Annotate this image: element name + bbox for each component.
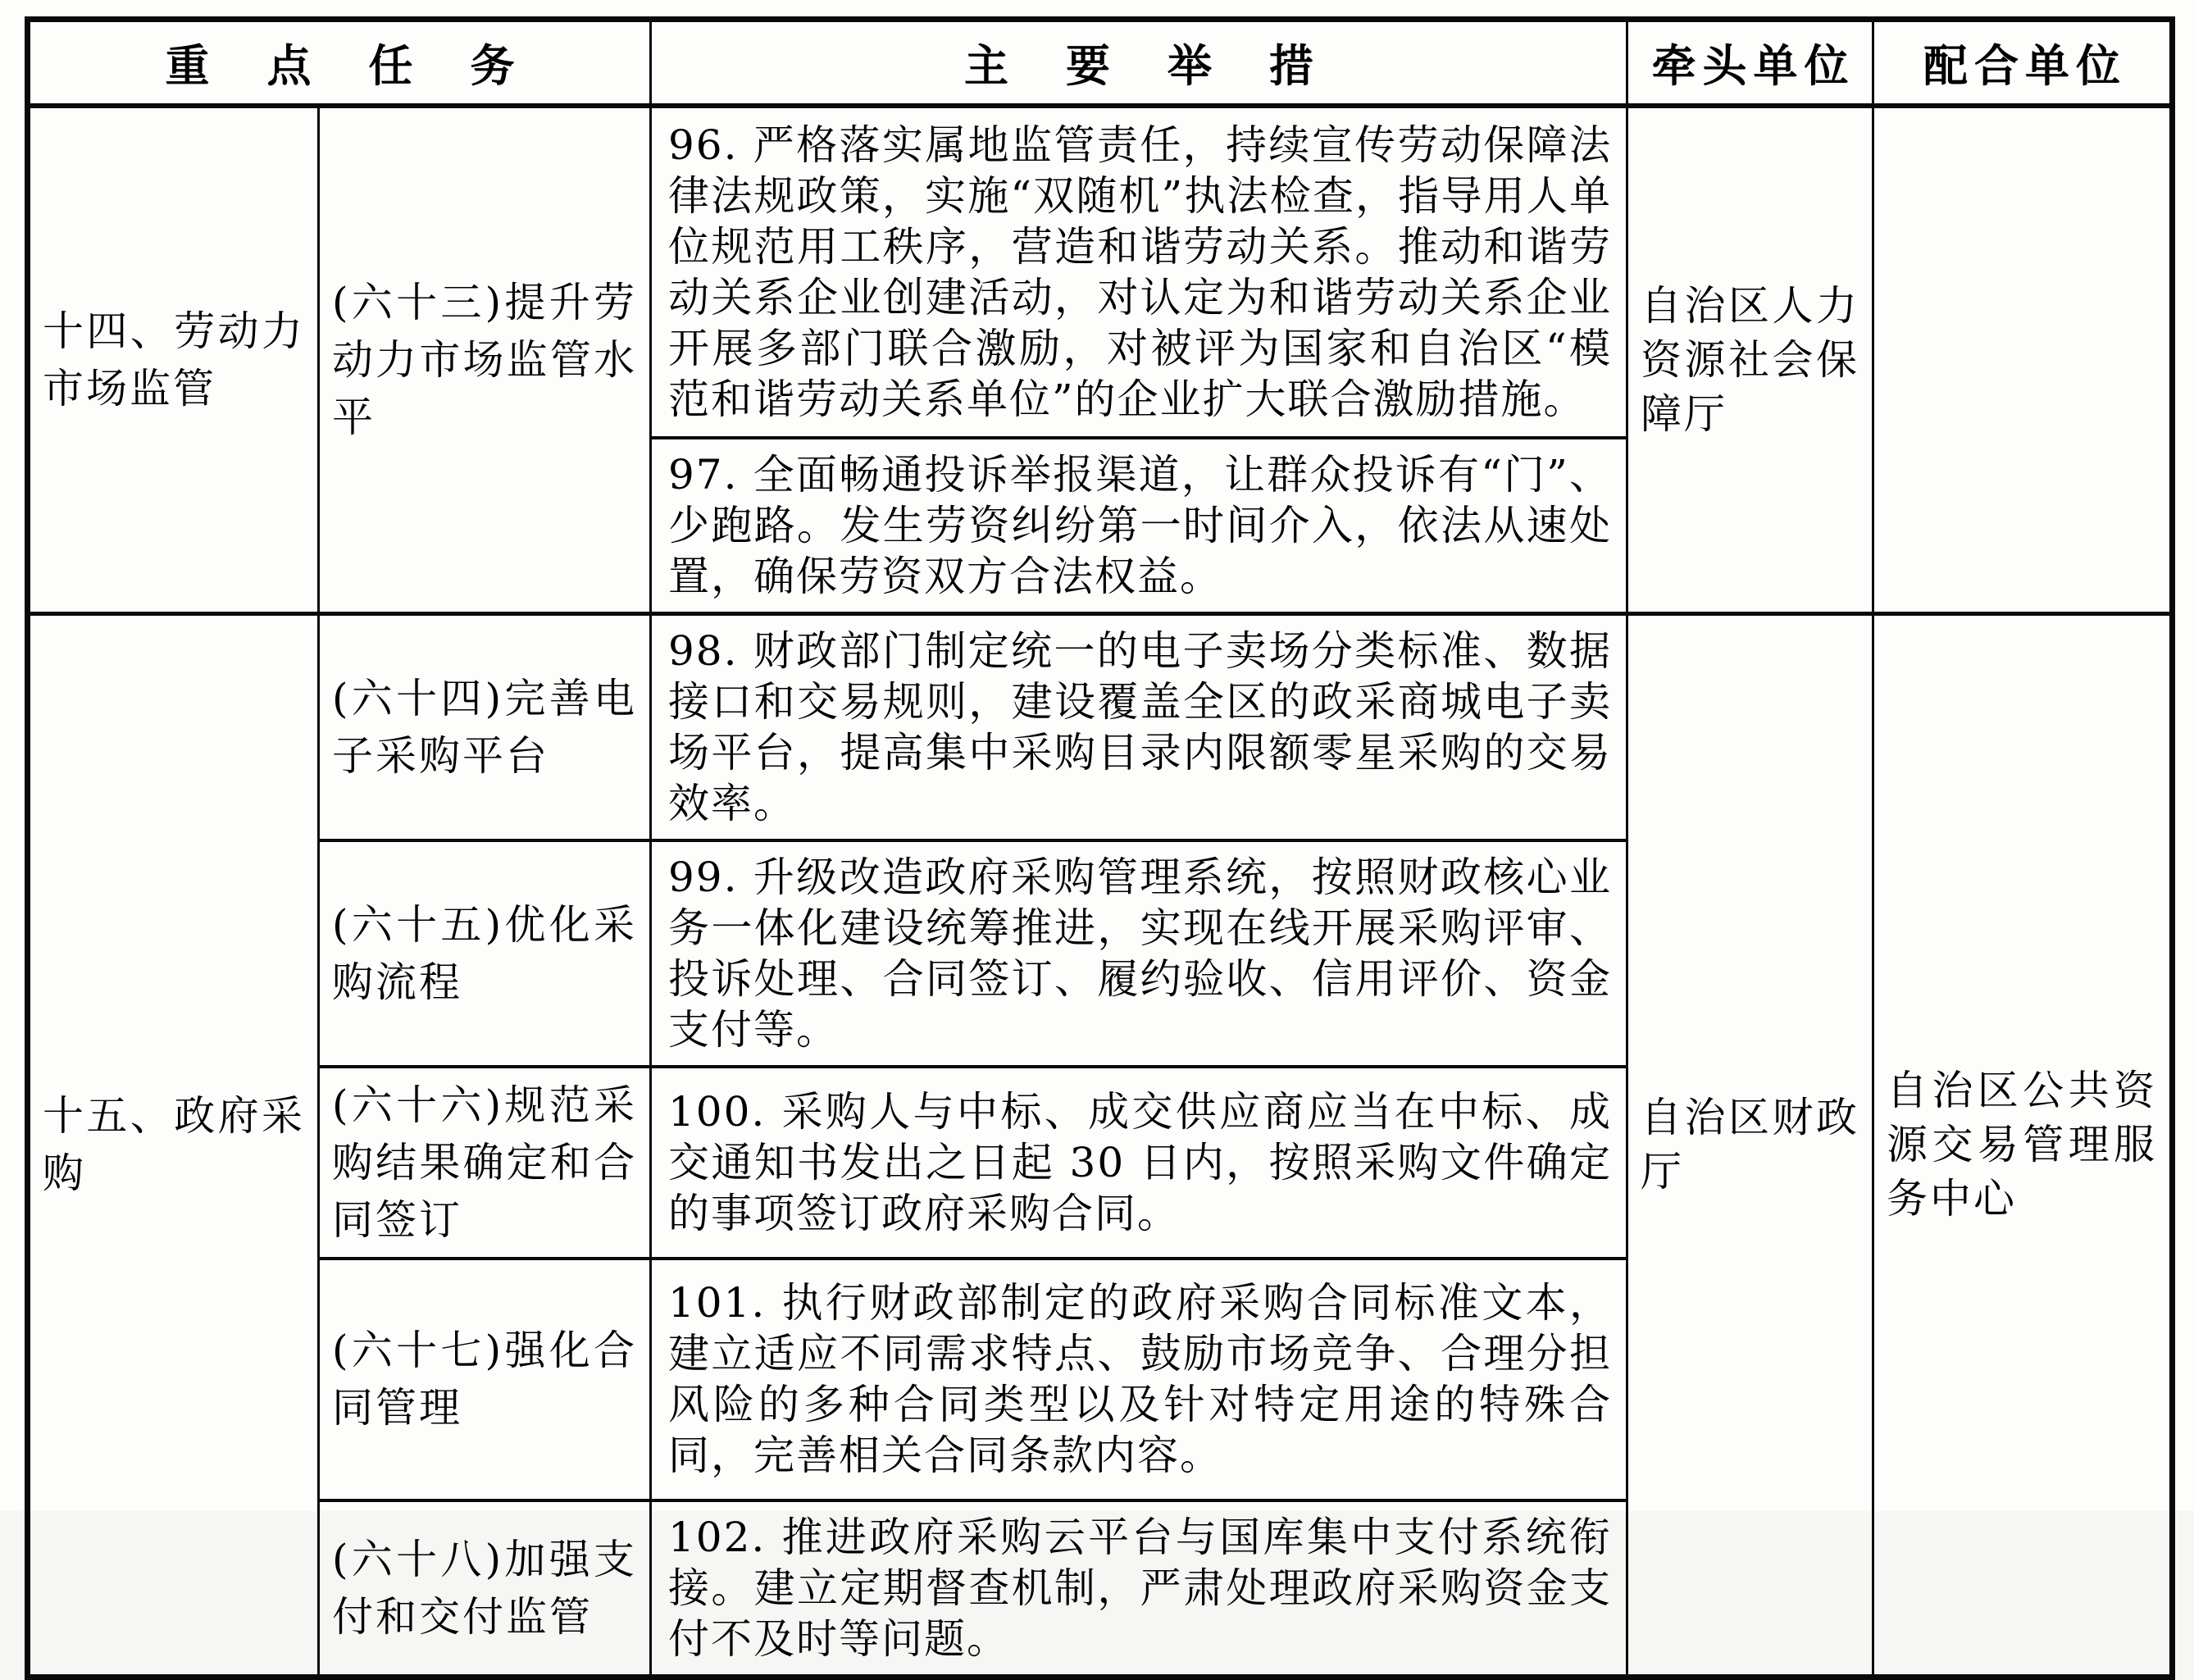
subtask-63: (六十三)提升劳动力市场监管水平 xyxy=(319,106,651,614)
measure-100: 100. 采购人与中标、成交供应商应当在中标、成交通知书发出之日起 30 日内，按照采购文件确定的事项签订政府采购合同。 xyxy=(651,1067,1627,1259)
header-support-unit-label: 配合单位 xyxy=(1923,39,2127,92)
measure-98: 98. 财政部门制定统一的电子卖场分类标准、数据接口和交易规则，建设覆盖全区的政采商城电子卖场平台，提高集中采购目录内限额零星采购的交易效率。 xyxy=(651,613,1627,840)
header-row xyxy=(28,20,2173,106)
header-support-unit xyxy=(1873,20,2173,106)
subtask-68: (六十八)加强支付和交付监管 xyxy=(319,1500,651,1678)
measure-102: 102. 推进政府采购云平台与国库集中支付系统衔接。建立定期督查机制，严肃处理政府采购资金支付不及时等问题。 xyxy=(651,1500,1627,1678)
measure-97: 97. 全面畅通投诉举报渠道，让群众投诉有“门”、少跑路。发生劳资纠纷第一时间介入，依法从速处置，确保劳资双方合法权益。 xyxy=(651,438,1627,614)
support-unit-group-15: 自治区公共资源交易管理服务中心 xyxy=(1873,613,2173,1677)
header-lead-unit xyxy=(1627,20,1873,106)
header-key-tasks-label: 重点任务 xyxy=(165,39,572,92)
lead-unit-group-15: 自治区财政厅 xyxy=(1627,613,1873,1677)
subtask-64: (六十四)完善电子采购平台 xyxy=(319,613,651,840)
task-group-14: 十四、劳动力市场监管 xyxy=(28,106,319,614)
subtask-66: (六十六)规范采购结果确定和合同签订 xyxy=(319,1067,651,1259)
header-main-measures-label: 主要举措 xyxy=(964,39,1371,92)
measure-96: 96. 严格落实属地监管责任，持续宣传劳动保障法律法规政策，实施“双随机”执法检查，指导用人单位规范用工秩序，营造和谐劳动关系。推动和谐劳动关系企业创建活动，对认定为和谐劳动关系企业开展多部门联合激励，对被评为国家和自治区“模范和谐劳动关系单位”的企业扩大联合激励措施。 xyxy=(651,106,1627,438)
task-assignment-table xyxy=(25,16,2175,1680)
row-measure-96 xyxy=(28,106,2173,438)
header-lead-unit-label: 牵头单位 xyxy=(1651,39,1855,92)
subtask-67: (六十七)强化合同管理 xyxy=(319,1259,651,1500)
header-key-tasks xyxy=(28,20,651,106)
subtask-65: (六十五)优化采购流程 xyxy=(319,840,651,1067)
row-measure-98 xyxy=(28,613,2173,840)
header-main-measures xyxy=(651,20,1627,106)
task-group-15: 十五、政府采购 xyxy=(28,613,319,1677)
support-unit-group-14 xyxy=(1873,106,2173,614)
lead-unit-group-14: 自治区人力资源社会保障厅 xyxy=(1627,106,1873,614)
measure-101: 101. 执行财政部制定的政府采购合同标准文本，建立适应不同需求特点、鼓励市场竞争、合理分担风险的多种合同类型以及针对特定用途的特殊合同，完善相关合同条款内容。 xyxy=(651,1259,1627,1500)
measure-99: 99. 升级改造政府采购管理系统，按照财政核心业务一体化建设统筹推进，实现在线开展采购评审、投诉处理、合同签订、履约验收、信用评价、资金支付等。 xyxy=(651,840,1627,1067)
